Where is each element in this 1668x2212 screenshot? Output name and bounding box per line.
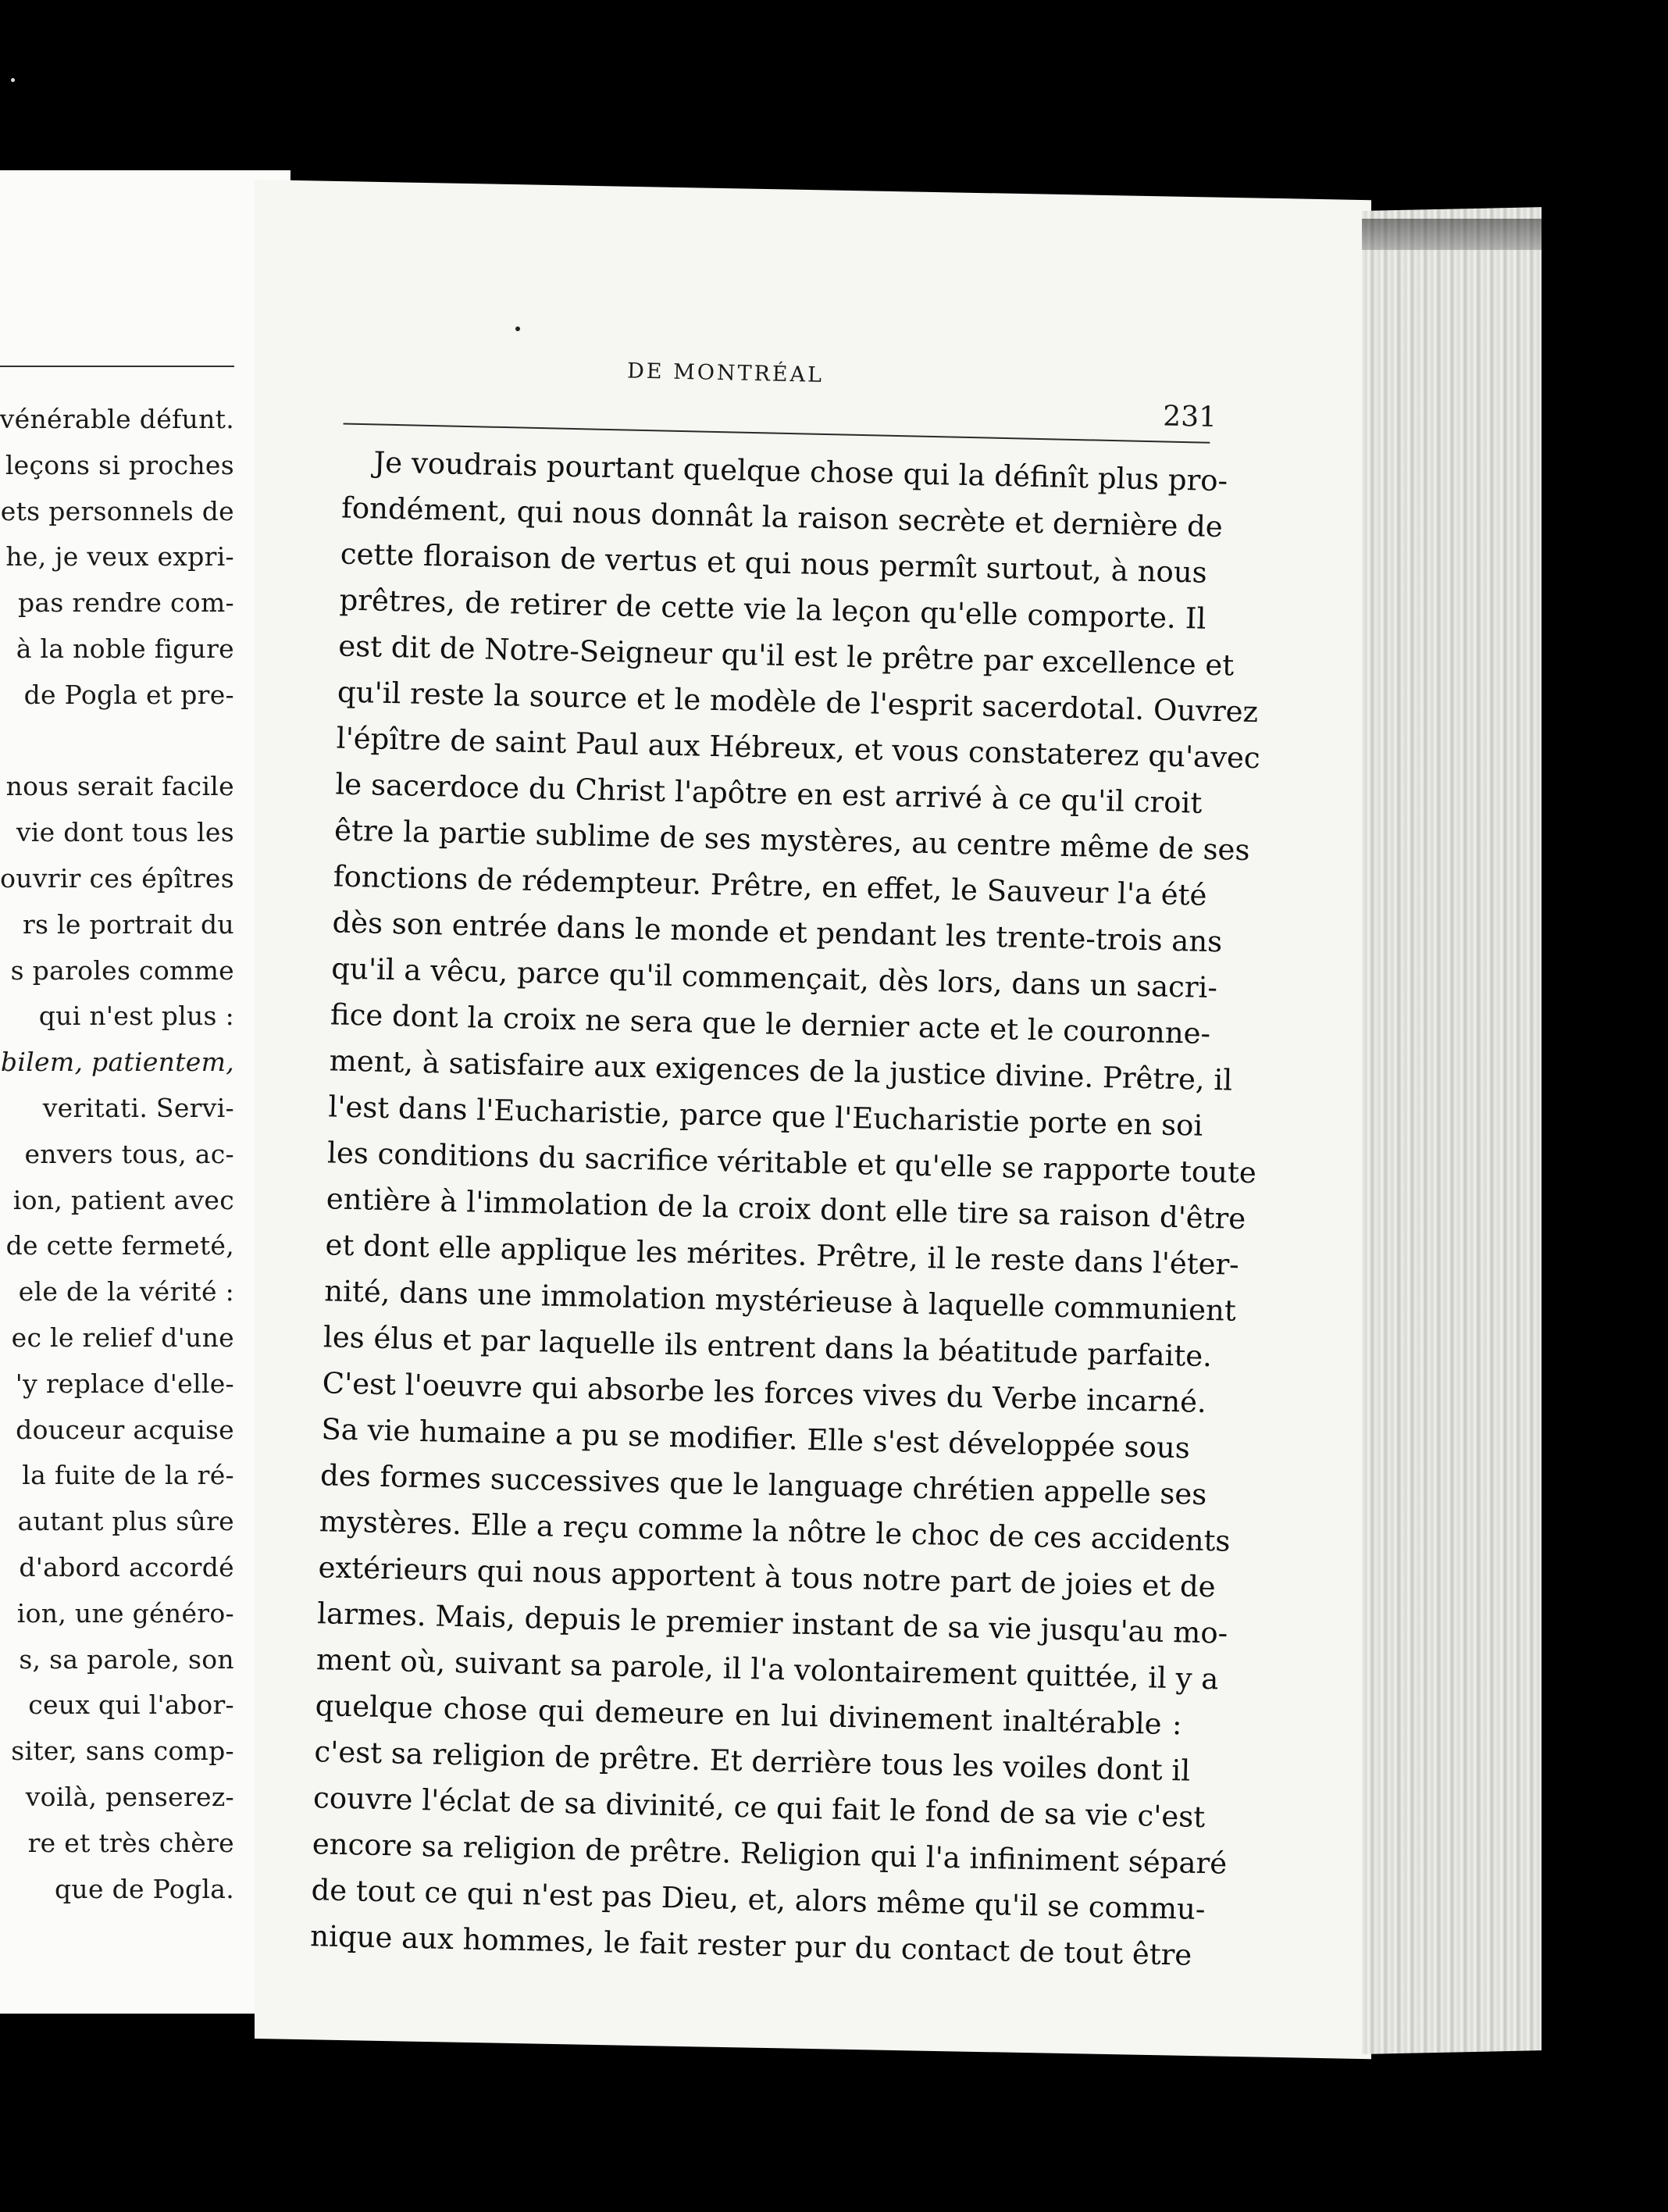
left-text-line: de cette fermeté, [5,1230,234,1261]
body-text [309,439,1261,1978]
left-text-line: de Pogla et pre- [23,679,234,710]
left-text-line: 'y replace d'elle- [15,1368,234,1399]
scan-speck [515,326,520,331]
left-text-line: pas rendre com- [18,587,234,619]
left-text-line: d'abord accordé [19,1551,234,1582]
body-text-line: fondément, qui nous donnât la raison secrète et dernière de [340,491,1224,544]
scan-speck [11,78,15,82]
body-text-line: fonctions de rédempteur. Prêtre, en effet, le Sauveur l'a été [333,859,1207,912]
left-text-line: s, sa parole, son [19,1643,234,1675]
left-text-line: s paroles comme [10,954,234,986]
left-text-line: he, je veux expri- [5,541,234,573]
left-text-line: ec le relief d'une [11,1322,234,1353]
body-text-line: l'est dans l'Eucharistie, parce que l'Eucharistie porte en soi [328,1090,1203,1143]
left-text-line: à la noble figure [16,633,234,664]
left-text-line: veritati. Servi- [42,1092,234,1123]
body-text-line: c'est sa religion de prêtre. Et derrière tous les voiles dont il [313,1735,1191,1788]
body-text-line: fice dont la croix ne sera que le dernier acte et le couronne- [330,997,1211,1051]
left-text-line: douceur acquise [16,1414,234,1445]
body-text-line: dès son entrée dans le monde et pendant les trente-trois ans [332,905,1223,959]
left-text-line: leçons si proches [5,449,234,480]
body-text-line: nique aux hommes, le fait rester pur du contact de tout être [309,1919,1192,1972]
body-text-line: ment, à satisfaire aux exigences de la justice divine. Prêtre, il [329,1044,1233,1097]
body-text-line: le sacerdoce du Christ l'apôtre en est arrivé à ce qu'il croit [335,767,1203,820]
running-title: DE MONTRÉAL [626,359,825,387]
left-text-line: nous serait facile [5,771,234,802]
body-text-line: cette floraison de vertus et qui nous permît surtout, à nous [340,537,1208,590]
body-text-line: prêtres, de retirer de cette vie la leçon qu'elle comporte. Il [339,583,1206,636]
left-text-line: re et très chère [27,1827,234,1858]
left-text-line: ets personnels de [0,495,234,526]
body-text-line: quelque chose qui demeure en lui divinement inaltérable : [315,1689,1182,1742]
body-text-line: et dont elle applique les mérites. Prêtre, il le reste dans l'éter- [325,1228,1240,1282]
left-text-line: vénérable défunt. [0,404,234,434]
left-page [0,170,290,2014]
body-text-line: l'épître de saint Paul aux Hébreux, et vous constaterez qu'avec [336,721,1261,776]
left-text-line: ouvrir ces épîtres [0,862,234,894]
left-text-line: vie dont tous les [16,817,234,848]
body-text-line: Sa vie humaine a pu se modifier. Elle s'est développée sous [321,1412,1191,1465]
body-text-line: mystères. Elle a reçu comme la nôtre le choc de ces accidents [319,1504,1231,1558]
body-text-line: ment où, suivant sa parole, il l'a volontairement quittée, il y a [315,1643,1219,1696]
body-text-line: est dit de Notre-Seigneur qu'il est le prêtre par excellence et [337,629,1235,683]
body-text-line: nité, dans une immolation mystérieuse à laquelle communient [323,1274,1237,1328]
left-text-line: ion, patient avec [12,1184,234,1215]
body-text-line: encore sa religion de prêtre. Religion qui l'a infiniment séparé [312,1827,1228,1881]
left-text-line: siter, sans comp- [11,1736,234,1767]
left-text-line: qui n'est plus : [38,1001,234,1032]
left-text-line: que de Pogla. [54,1873,234,1904]
book-page-edges-shadow [1362,219,1541,250]
body-text-line: entière à l'immolation de la croix dont elle tire sa raison d'être [326,1182,1246,1236]
body-text-line: des formes successives que le language chrétien appelle ses [319,1458,1207,1511]
body-text-line: qu'il a vêcu, parce qu'il commençait, dès lors, dans un sacri- [330,951,1218,1005]
left-text-line: ion, une généro- [16,1597,234,1629]
left-page-text [0,397,234,1912]
body-text-line: couvre l'éclat de sa divinité, ce qui fait le fond de sa vie c'est [312,1781,1206,1835]
left-page-header-rule [0,366,234,367]
page-number: 231 [1162,400,1217,433]
left-text-line: la fuite de la ré- [22,1460,234,1491]
left-text-line [0,719,234,765]
body-text-line: être la partie sublime de ses mystères, au centre même de ses [333,813,1250,867]
left-text-line: rs le portrait du [22,908,234,940]
book-page-edges [1362,207,1541,2054]
left-text-line: bilem, patientem, [0,1047,234,1078]
body-text-line: qu'il reste la source et le modèle de l'esprit sacerdotal. Ouvrez [337,675,1259,730]
left-text-line: ele de la vérité : [18,1276,234,1308]
body-text-line: extérieurs qui nous apportent à tous notre part de joies et de [318,1550,1217,1604]
body-text-line: C'est l'oeuvre qui absorbe les forces vives du Verbe incarné. [322,1366,1207,1419]
body-text-line: de tout ce qui n'est pas Dieu, et, alors même qu'il se commu- [311,1873,1206,1927]
body-text-line: les conditions du sacrifice véritable et qu'elle se rapporte toute [326,1136,1257,1190]
left-text-line: autant plus sûre [17,1506,234,1537]
body-text-line: les élus et par laquelle ils entrent dans la béatitude parfaite. [323,1320,1213,1374]
left-text-line: voilà, penserez- [25,1781,234,1812]
left-text-line: ceux qui l'abor- [28,1689,234,1721]
left-text-line: envers tous, ac- [24,1138,234,1169]
body-text-line: Je voudrais pourtant quelque chose qui la définît plus pro- [373,445,1228,498]
body-text-line: larmes. Mais, depuis le premier instant de sa vie jusqu'au mo- [316,1597,1228,1650]
